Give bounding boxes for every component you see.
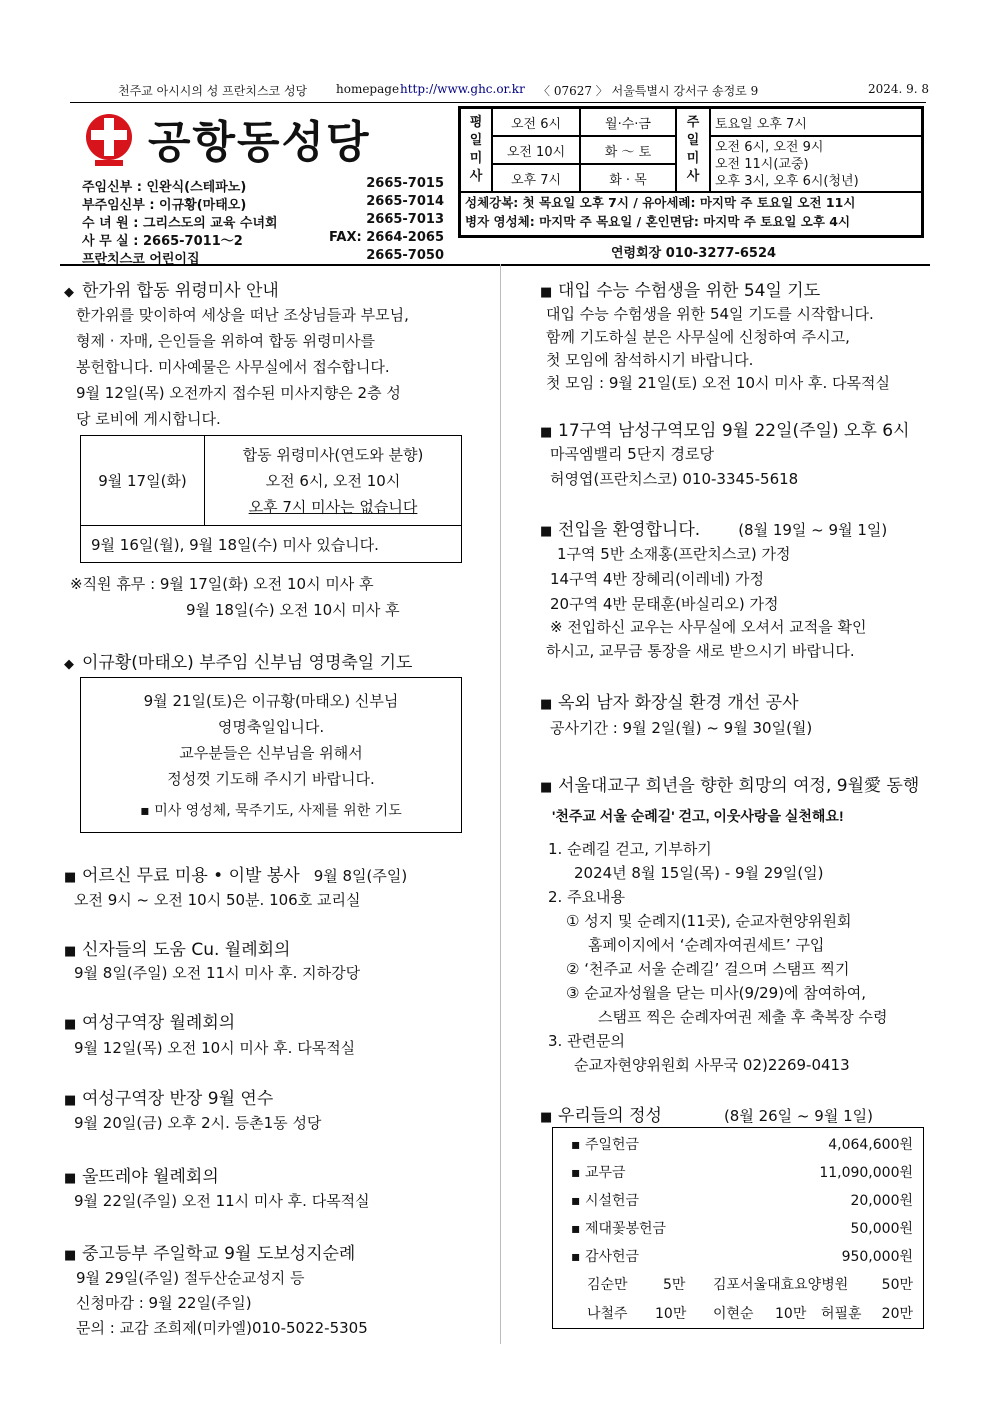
header-rule — [70, 102, 926, 103]
section-title: ■ 대입 수능 수험생을 위한 54일 기도 — [540, 281, 821, 301]
donor-name: 허필훈 — [821, 1306, 862, 1322]
body-line: 1구역 5반 소재홍(프란치스코) 가정 — [557, 545, 791, 563]
feast-bullet: ▪ 미사 영성체, 묵주기도, 사제를 위한 기도 — [140, 803, 402, 819]
square-bullet-icon: ■ — [64, 1171, 77, 1186]
memorial-mass-table — [80, 435, 462, 563]
donor-name: 이현순 — [713, 1306, 754, 1322]
offering-amount: 20,000원 — [850, 1193, 913, 1209]
body-line: 스탬프 찍은 순례자여권 제출 후 축복장 수령 — [598, 1008, 888, 1026]
header-divider — [60, 264, 930, 266]
address: 〈 07627 〉 서울특별시 강서구 송정로 9 — [538, 84, 759, 98]
donor-amount: 50만 — [881, 1277, 913, 1293]
body-line: 첫 모임 : 9월 21일(토) 오전 10시 미사 후. 다목적실 — [546, 374, 890, 392]
section-title: ■ 여성구역장 월례회의 — [64, 1013, 236, 1033]
body-line: 당 로비에 게시합니다. — [76, 410, 221, 428]
body-line: 봉헌합니다. 미사예물은 사무실에서 접수합니다. — [76, 358, 390, 376]
body-line: 9월 22일(주일) 오전 11시 미사 후. 다목적실 — [74, 1192, 370, 1210]
donor-name: 김순만 — [587, 1277, 628, 1293]
homepage-url[interactable]: http://www.ghc.or.kr — [400, 82, 525, 96]
body-line: 2. 주요내용 — [548, 888, 626, 906]
church-name: 공항동성당 — [148, 118, 371, 167]
body-line: 허영엽(프란치스코) 010-3345-5618 — [550, 470, 799, 488]
body-line: 20구역 4반 문태훈(바실리오) 가정 — [550, 595, 779, 613]
body-line: ① 성지 및 순례지(11곳), 순교자현양위원회 — [566, 912, 852, 930]
section-title: ■ 전입을 환영합니다. (8월 19일 ~ 9월 1일) — [540, 520, 888, 540]
body-line: 문의 : 교감 조희제(미카엘)010-5022-5305 — [76, 1319, 368, 1337]
body-line: ③ 순교자성월을 닫는 미사(9/29)에 참여하여, — [566, 984, 867, 1002]
body-line: 9월 12일(목) 오전 10시 미사 후. 다목적실 — [74, 1039, 356, 1057]
church-logo-icon — [82, 112, 136, 168]
mass-days: 화 · 목 — [580, 164, 676, 192]
square-bullet-icon: ■ — [540, 780, 553, 795]
offerings-table — [552, 1127, 924, 1329]
body-line: 첫 모임에 참석하시기 바랍니다. — [546, 351, 754, 369]
section-title: ■ 17구역 남성구역모임 9월 22일(주일) 오후 6시 — [540, 421, 910, 441]
body-line: 형제 · 자매, 은인들을 위하여 합동 위령미사를 — [76, 332, 375, 350]
square-bullet-icon: ■ — [64, 1017, 77, 1032]
square-bullet-icon: ■ — [64, 870, 77, 885]
staff-holiday: 9월 18일(수) 오전 10시 미사 후 — [186, 601, 400, 619]
offering-amount: 950,000원 — [841, 1249, 913, 1265]
sunday-saturday-mass: 토요일 오후 7시 — [710, 108, 922, 136]
body-line: 1. 순례길 걷고, 기부하기 — [548, 840, 712, 858]
staff-row: 프란치스코 어린이집 2665-7050 — [82, 248, 444, 267]
sunday-mass-times: 오전 6시, 오전 9시 오전 11시(교중) 오후 3시, 오후 6시(청년) — [710, 136, 922, 192]
body-line: 오전 9시 ~ 오전 10시 50분. 106호 교리실 — [74, 891, 361, 909]
body-line: 9월 8일(주일) 오전 11시 미사 후. 지하강당 — [74, 964, 361, 982]
body-line: 9월 20일(금) 오후 2시. 등촌1동 성당 — [74, 1114, 322, 1132]
mass-schedule-table — [458, 106, 924, 238]
body-line: 공사기간 : 9월 2일(월) ~ 9월 30일(월) — [550, 719, 813, 737]
feast-text: 9월 21일(토)은 이규황(마태오) 신부님 영명축일입니다. 교우분들은 신부님을 위해서 정성껏 기도해 주시기 바랍니다. — [143, 692, 399, 788]
body-line: 2024년 8월 15일(목) - 9월 29일(일) — [574, 864, 824, 882]
body-line: 9월 12일(목) 오전까지 접수된 미사지향은 2층 성 — [76, 384, 401, 402]
body-line: ※ 전입하신 교우는 사무실에 오셔서 교적을 확인 — [550, 618, 867, 636]
weekday-mass-label: 평일미사 — [460, 108, 492, 192]
square-bullet-icon: ■ — [64, 1093, 77, 1108]
body-line: 마곡엠밸리 5단지 경로당 — [550, 445, 714, 463]
issue-date: 2024. 9. 8 — [868, 82, 930, 96]
square-bullet-icon: ■ — [540, 524, 553, 539]
staff-row: 주임신부 : 인완식(스테파노) 2665-7015 — [82, 176, 444, 195]
diamond-bullet-icon: ◆ — [64, 285, 74, 300]
offering-amount: 4,064,600원 — [828, 1137, 913, 1153]
section-title: ◆ 이규황(마태오) 부주임 신부님 영명축일 기도 — [64, 653, 413, 673]
council-president: 연령회장 010-3277-6524 — [611, 246, 777, 261]
donor-amount: 5만 — [663, 1277, 686, 1293]
body-line: 함께 기도하실 분은 사무실에 신청하여 주시고, — [546, 328, 850, 346]
staff-row: 부주임신부 : 이규황(마태오) 2665-7014 — [82, 194, 444, 213]
body-line: 14구역 4반 장혜리(이레네) 가정 — [550, 570, 765, 588]
offering-amount: 11,090,000원 — [819, 1165, 913, 1181]
section-title: ◆ 한가위 합동 위령미사 안내 — [64, 281, 279, 301]
mass-days: 화 ～ 토 — [580, 136, 676, 164]
mass-time: 오후 7시 — [492, 164, 580, 192]
mass-note-cell: 9월 16일(월), 9월 18일(수) 미사 있습니다. — [91, 536, 379, 554]
section-title: ■ 울뜨레야 월례회의 — [64, 1167, 219, 1187]
section-title: ■ 우리들의 정성 (8월 26일 ~ 9월 1일) — [540, 1106, 873, 1126]
donor-amount: 10만 — [775, 1306, 807, 1322]
mass-date-cell: 9월 17일(화) — [81, 436, 205, 526]
square-bullet-icon: ■ — [64, 944, 77, 959]
mass-days: 월·수·금 — [580, 108, 676, 136]
offering-label: ▪ 시설헌금 — [571, 1193, 640, 1209]
section-title: ■ 여성구역장 반장 9월 연수 — [64, 1089, 274, 1109]
homepage-label: homepage — [336, 82, 400, 96]
body-line: ② ‘천주교 서울 순례길’ 걸으며 스탬프 찍기 — [566, 960, 850, 978]
body-line: 3. 관련문의 — [548, 1032, 626, 1050]
offering-label: ▪ 주일헌금 — [571, 1137, 640, 1153]
square-bullet-icon: ■ — [540, 285, 553, 300]
section-title: ■ 옥외 남자 화장실 환경 개선 공사 — [540, 693, 799, 713]
square-bullet-icon: ■ — [540, 697, 553, 712]
diamond-bullet-icon: ◆ — [64, 657, 74, 672]
body-line: 신청마감 : 9월 22일(주일) — [76, 1294, 252, 1312]
feast-prayer-box — [80, 677, 462, 833]
staff-row: 사 무 실 : 2665-7011～2 FAX: 2664-2065 — [82, 230, 444, 249]
donor-amount: 20만 — [881, 1306, 913, 1322]
donor-name: 나철주 — [587, 1306, 628, 1322]
body-line: 9월 29일(주일) 절두산순교성지 등 — [76, 1269, 305, 1287]
section-title: ■ 서울대교구 희년을 향한 희망의 여정, 9월愛 동행 — [540, 776, 920, 796]
square-bullet-icon: ■ — [540, 425, 553, 440]
body-line: 한가위를 맞이하여 세상을 떠난 조상님들과 부모님, — [76, 306, 409, 324]
mass-time: 오전 10시 — [492, 136, 580, 164]
body-line: 홈페이지에서 ‘순례자여권세트’ 구입 — [588, 936, 825, 954]
offering-label: ▪ 교무금 — [571, 1165, 626, 1181]
staff-row: 수 녀 원 : 그리스도의 교육 수녀회 2665-7013 — [82, 212, 444, 231]
mass-detail-cell: 합동 위령미사(연도와 분향) 오전 6시, 오전 10시 오후 7시 미사는 없습니다 — [205, 436, 461, 526]
section-title: ■ 어르신 무료 미용 • 이발 봉사 9월 8일(주일) — [64, 866, 408, 886]
square-bullet-icon: ■ — [64, 1248, 77, 1263]
column-divider — [500, 264, 501, 1344]
mass-notes: 성체강복: 첫 목요일 오후 7시 / 유아세례: 마지막 주 토요일 오전 11시 병자 영성체: 마지막 주 목요일 / 혼인면담: 마지막 주 토요일 오후 4시 — [460, 192, 922, 236]
body-line: 대입 수능 수험생을 위한 54일 기도를 시작합니다. — [546, 305, 874, 323]
body-line: 순교자현양위원회 사무국 02)2269-0413 — [574, 1056, 850, 1074]
section-title: ■ 신자들의 도움 Cu. 월례회의 — [64, 940, 291, 960]
square-bullet-icon: ■ — [540, 1110, 553, 1125]
mass-time: 오전 6시 — [492, 108, 580, 136]
offering-label: ▪ 제대꽃봉헌금 — [571, 1221, 667, 1237]
offering-amount: 50,000원 — [850, 1221, 913, 1237]
staff-holiday: ※직원 휴무 : 9월 17일(화) 오전 10시 미사 후 — [70, 575, 374, 593]
sunday-mass-label: 주일미사 — [676, 108, 710, 192]
donor-name: 김포서울대효요양병원 — [713, 1277, 849, 1293]
section-title: ■ 중고등부 주일학교 9월 도보성지순례 — [64, 1244, 356, 1264]
donor-amount: 10만 — [655, 1306, 687, 1322]
body-line: 하시고, 교무금 통장을 새로 받으시기 바랍니다. — [546, 642, 855, 660]
org-name: 천주교 아시시의 성 프란치스코 성당 — [118, 84, 308, 98]
offering-label: ▪ 감사헌금 — [571, 1249, 640, 1265]
pilgrimage-slogan: '천주교 서울 순례길' 걷고, 이웃사랑을 실천해요! — [552, 808, 844, 824]
